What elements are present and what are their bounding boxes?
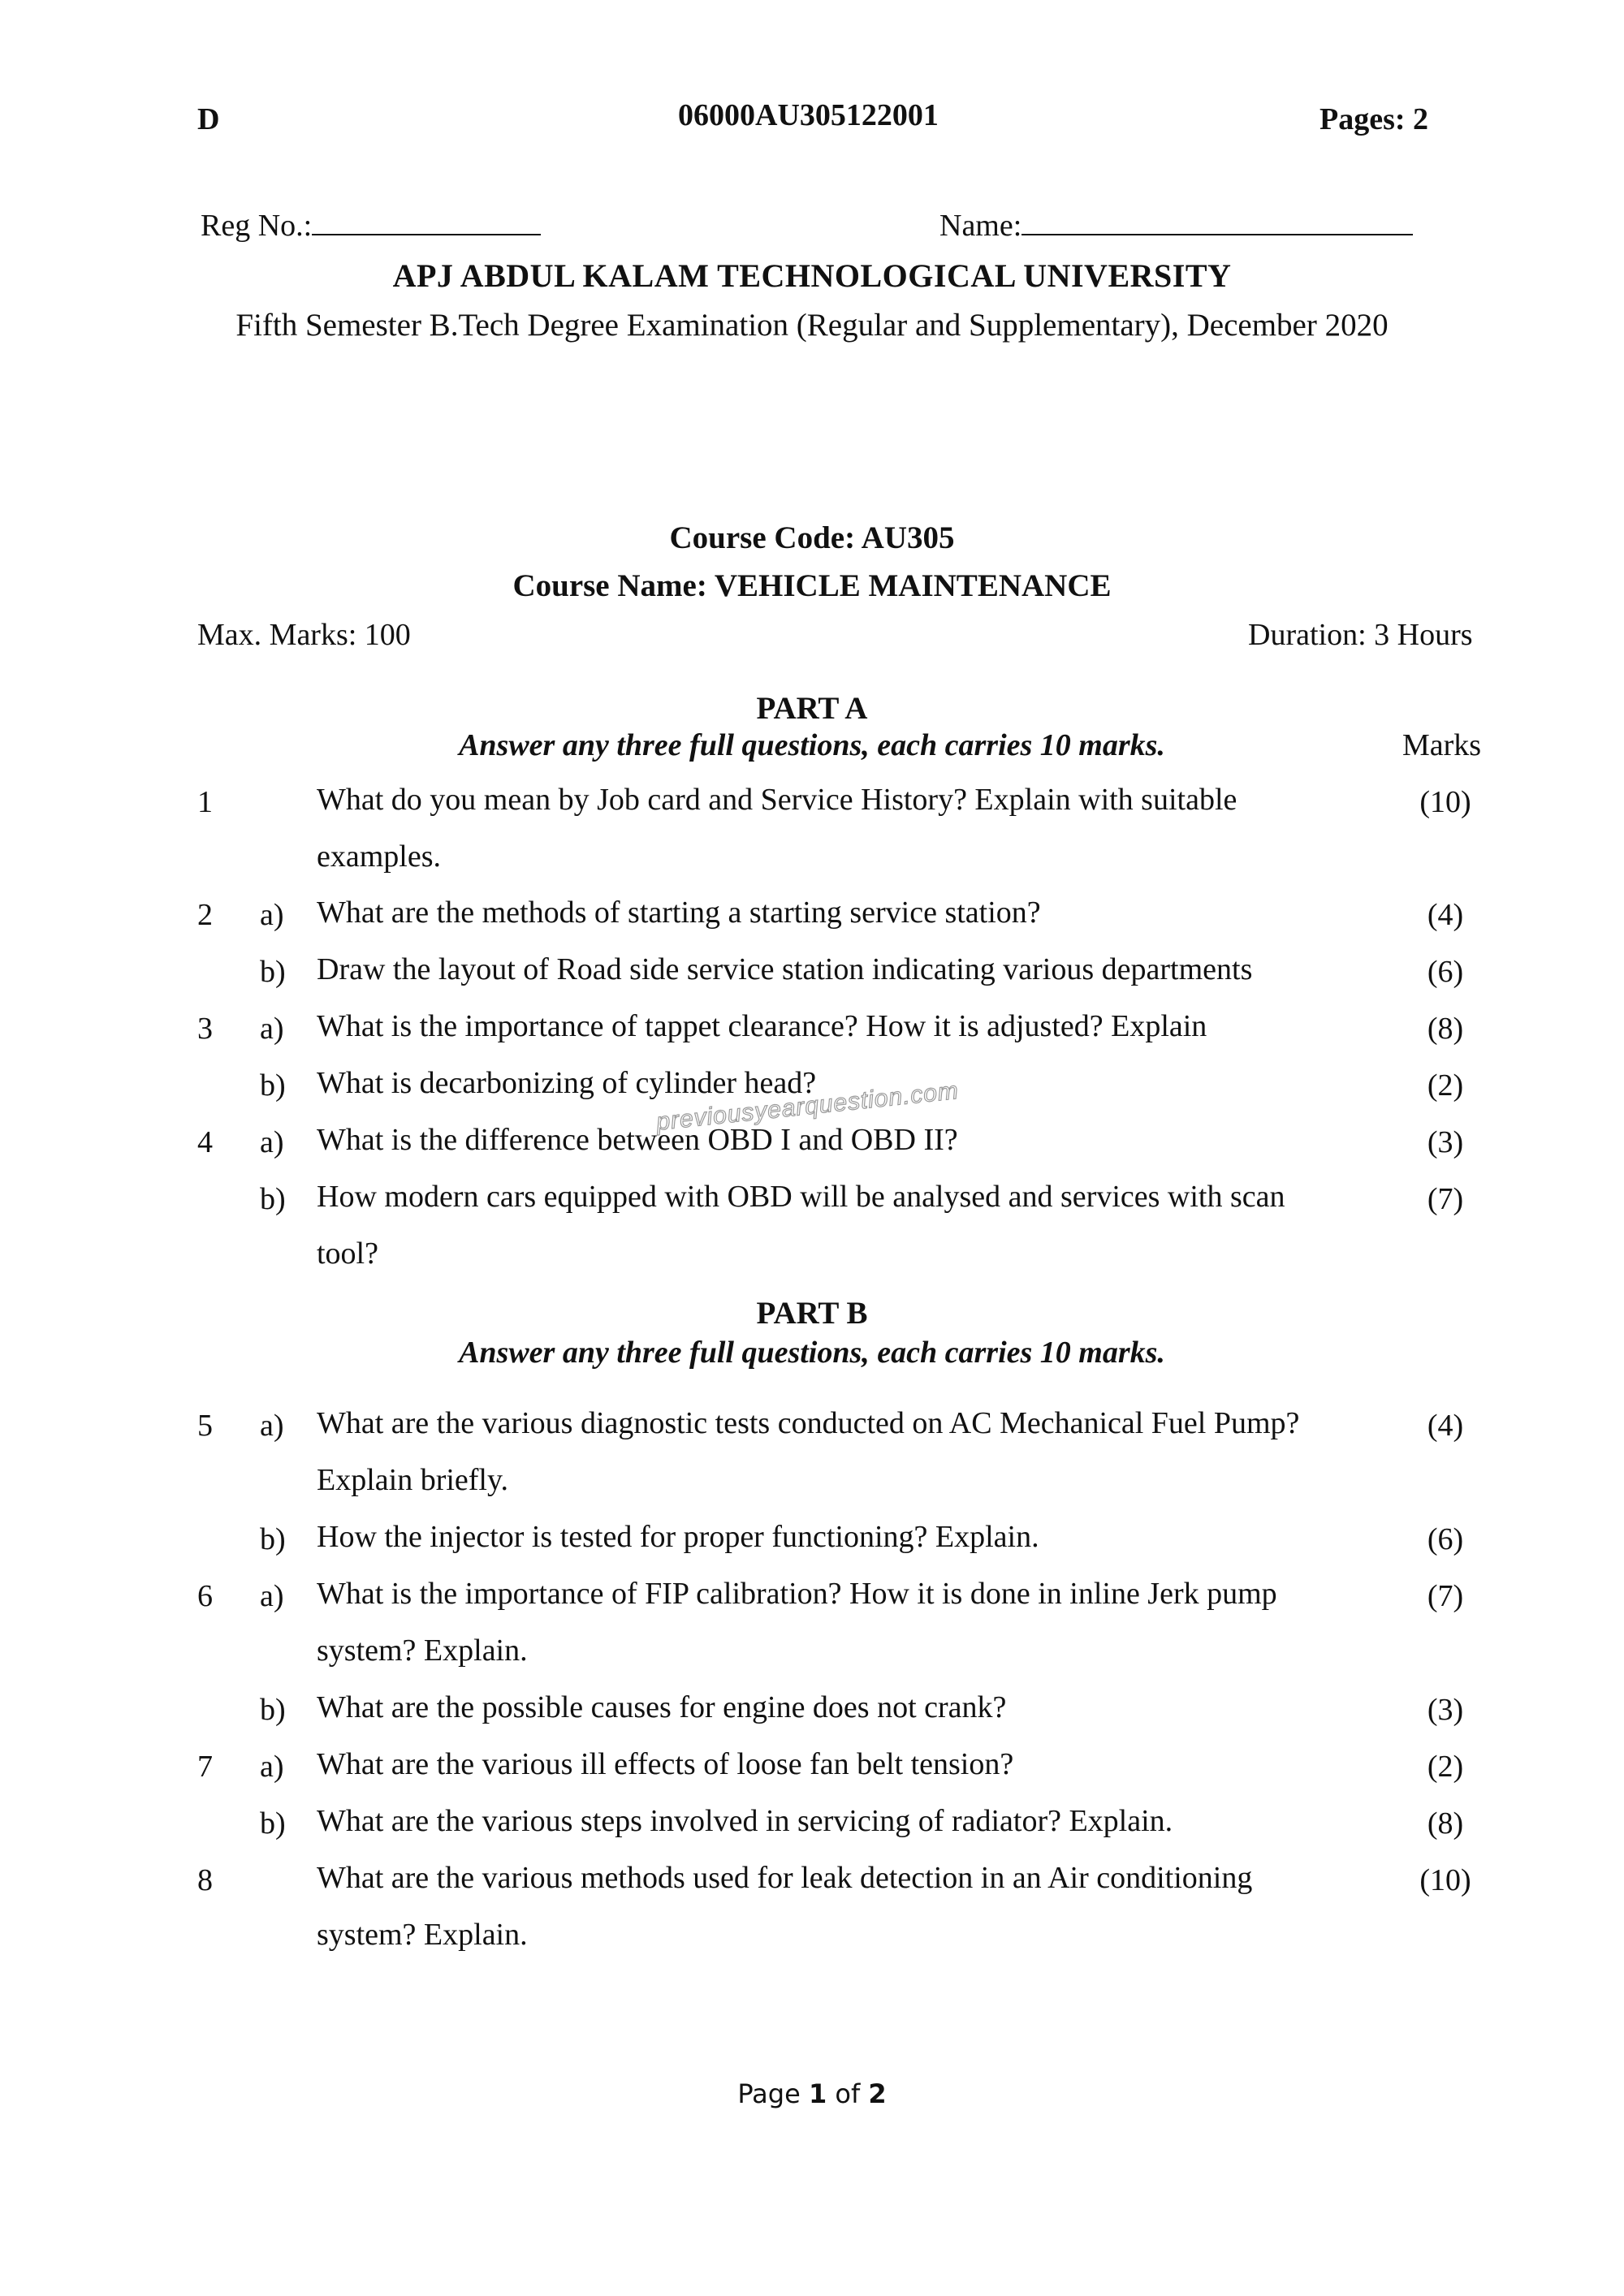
question-text (317, 771, 1372, 885)
max-marks: Max. Marks: 100 (197, 618, 411, 652)
question-marks: (7) (1427, 1182, 1464, 1216)
question-number: 2 (197, 898, 213, 932)
question-marks: (6) (1427, 955, 1464, 989)
question-continuation: system? Explain. (317, 1634, 528, 1668)
university-name: APJ ABDUL KALAM TECHNOLOGICAL UNIVERSITY (392, 257, 1232, 294)
question-marks: (3) (1427, 1693, 1464, 1727)
question-subpart: a) (260, 1409, 284, 1443)
question-text: What are the various ill effects of loose fan belt tension? (317, 1747, 1014, 1781)
name-label: Name: (939, 209, 1022, 243)
question-continuation: system? Explain. (317, 1918, 528, 1952)
question-marks: (8) (1427, 1012, 1464, 1046)
question-marks: (3) (1427, 1125, 1464, 1159)
question-subpart: b) (260, 1522, 286, 1556)
reg-no-field (201, 208, 541, 244)
question-text: Draw the layout of Road side service station indicating various departments (317, 952, 1253, 986)
question-line: How modern cars equipped with OBD will be analysed and services with scan (317, 1180, 1285, 1214)
question-subpart: b) (260, 1693, 286, 1727)
question-marks: (4) (1427, 898, 1464, 932)
page-prefix: Page (737, 2078, 809, 2109)
part-a-instruction: Answer any three full questions, each carries 10 marks. (459, 728, 1165, 762)
question-subpart: a) (260, 1125, 284, 1159)
duration: Duration: 3 Hours (1248, 618, 1473, 652)
question-number: 1 (197, 785, 213, 819)
reg-no-label: Reg No.: (201, 209, 313, 243)
question-number: 5 (197, 1409, 213, 1443)
question-continuation: Explain briefly. (317, 1463, 509, 1497)
question-marks: (10) (1419, 1863, 1471, 1897)
question-subpart: b) (260, 1068, 286, 1103)
question-line: What do you mean by Job card and Service History? Explain with suitable (317, 783, 1237, 817)
question-text: What are the various steps involved in servicing of radiator? Explain. (317, 1804, 1173, 1838)
question-marks: (8) (1427, 1806, 1464, 1841)
question-line: What are the various diagnostic tests conducted on AC Mechanical Fuel Pump? (317, 1406, 1300, 1440)
question-number: 7 (197, 1750, 213, 1784)
question-continuation: tool? (317, 1236, 378, 1271)
question-marks: (6) (1427, 1522, 1464, 1556)
question-line: What is the importance of FIP calibration? How it is done in inline Jerk pump (317, 1577, 1277, 1611)
question-text: What is the importance of tappet clearance? How it is adjusted? Explain (317, 1009, 1207, 1043)
page-total: 2 (868, 2078, 887, 2109)
question-subpart: b) (260, 955, 286, 989)
question-subpart: b) (260, 1182, 286, 1216)
question-marks: (4) (1427, 1409, 1464, 1443)
question-subpart: a) (260, 1012, 284, 1046)
part-b-instruction: Answer any three full questions, each carries 10 marks. (459, 1336, 1165, 1370)
paper-code: 06000AU305122001 (678, 98, 939, 132)
question-number: 4 (197, 1125, 213, 1159)
question-text (317, 1395, 1372, 1508)
question-marks: (10) (1419, 785, 1471, 819)
question-text: What is the difference between OBD I and OBD II? (317, 1123, 958, 1157)
page-current: 1 (808, 2078, 827, 2109)
question-subpart: b) (260, 1806, 286, 1841)
question-text (317, 1168, 1372, 1282)
question-line: What are the various methods used for leak detection in an Air conditioning (317, 1861, 1253, 1895)
course-code: Course Code: AU305 (669, 520, 955, 555)
page-footer (0, 2078, 1624, 2109)
question-marks: (2) (1427, 1068, 1464, 1103)
marks-column-header: Marks (1402, 728, 1482, 762)
name-line (1021, 209, 1413, 235)
part-b-title: PART B (756, 1296, 868, 1331)
question-number: 8 (197, 1863, 213, 1897)
question-number: 3 (197, 1012, 213, 1046)
exam-title: Fifth Semester B.Tech Degree Examination (Regular and Supplementary), December 2020 (235, 308, 1389, 343)
page-count: Pages: 2 (1320, 102, 1429, 136)
question-text: What are the possible causes for engine does not crank? (317, 1690, 1007, 1724)
part-a-title: PART A (756, 691, 868, 726)
question-subpart: a) (260, 1579, 284, 1613)
question-continuation: examples. (317, 839, 442, 874)
question-number: 6 (197, 1579, 213, 1613)
watermark-logo: previousyearquestion.com (654, 1077, 961, 1136)
question-marks: (2) (1427, 1750, 1464, 1784)
question-marks: (7) (1427, 1579, 1464, 1613)
question-text: What is decarbonizing of cylinder head? (317, 1066, 817, 1100)
question-text (317, 1565, 1372, 1679)
question-subpart: a) (260, 1750, 284, 1784)
question-text: How the injector is tested for proper functioning? Explain. (317, 1520, 1039, 1554)
question-text (317, 1849, 1372, 1963)
name-field (939, 208, 1413, 244)
course-name: Course Name: VEHICLE MAINTENANCE (512, 568, 1112, 603)
question-text: What are the methods of starting a starting service station? (317, 896, 1041, 930)
page-of: of (827, 2078, 869, 2109)
question-set-label: D (197, 102, 220, 136)
question-subpart: a) (260, 898, 284, 932)
reg-no-line (312, 209, 541, 235)
